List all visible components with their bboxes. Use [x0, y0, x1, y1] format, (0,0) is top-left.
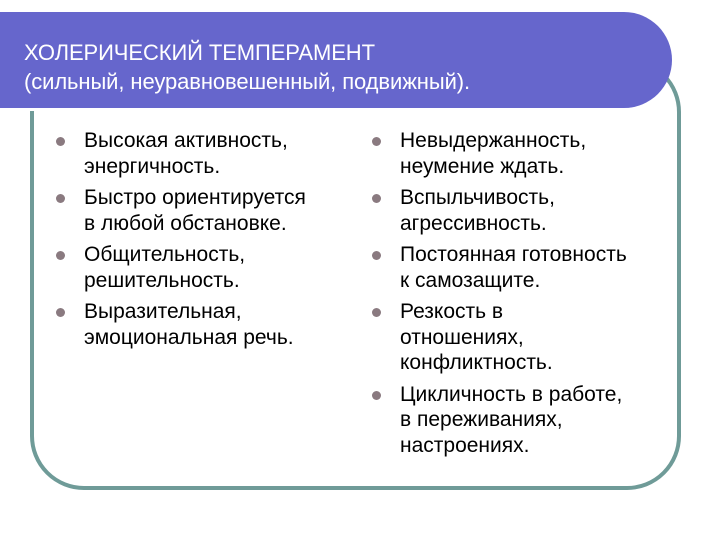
list-item [372, 128, 672, 179]
list-item [56, 185, 356, 236]
item-text-line: Резкость в [400, 300, 504, 323]
list-item [372, 185, 672, 236]
item-text-line: Вспыльчивость, [400, 186, 555, 209]
left-bullet-list [56, 128, 356, 356]
item-text-line: настроениях. [400, 433, 530, 457]
bullet-dot-icon [56, 137, 65, 146]
item-text-line: энергичность. [84, 154, 221, 178]
list-item [372, 382, 672, 459]
item-text-line: неумение ждать. [400, 154, 565, 178]
bullet-dot-icon [372, 137, 381, 146]
item-text-line: Цикличность в работе, [400, 382, 623, 406]
item-text-line: Высокая активность, [84, 129, 288, 152]
title-underline-rule [0, 108, 637, 111]
list-item [372, 242, 672, 293]
bullet-dot-icon [372, 308, 381, 317]
item-text-line: к самозащите. [400, 268, 541, 292]
list-item [56, 299, 356, 350]
item-text-line: конфликтность. [400, 351, 553, 374]
item-text-line: решительность. [84, 268, 240, 292]
bullet-dot-icon [372, 391, 381, 400]
slide-title [24, 38, 470, 96]
bullet-dot-icon [372, 194, 381, 203]
title-line-2: (сильный, неуравновешенный, подвижный). [24, 69, 470, 94]
item-text-line: в переживаниях, [400, 408, 563, 431]
bullet-dot-icon [56, 251, 65, 260]
item-text-line: Выразительная, [84, 300, 242, 323]
item-text-line: Быстро ориентируется [84, 186, 306, 209]
right-bullet-list [372, 128, 672, 464]
title-band [0, 12, 672, 108]
list-item [56, 128, 356, 179]
list-item [372, 299, 672, 376]
item-text-line: Общительность, [84, 243, 246, 266]
bullet-dot-icon [372, 251, 381, 260]
item-text-line: эмоциональная речь. [84, 325, 294, 349]
item-text-line: Невыдержанность, [400, 129, 587, 152]
item-text-line: агрессивность. [400, 211, 547, 235]
bullet-dot-icon [56, 194, 65, 203]
item-text-line: отношениях, [400, 325, 524, 349]
title-line-1: ХОЛЕРИЧЕСКИЙ ТЕМПЕРАМЕНТ [24, 40, 375, 65]
list-item [56, 242, 356, 293]
bullet-dot-icon [56, 308, 65, 317]
item-text-line: в любой обстановке. [84, 211, 287, 235]
item-text-line: Постоянная готовность [400, 243, 627, 266]
